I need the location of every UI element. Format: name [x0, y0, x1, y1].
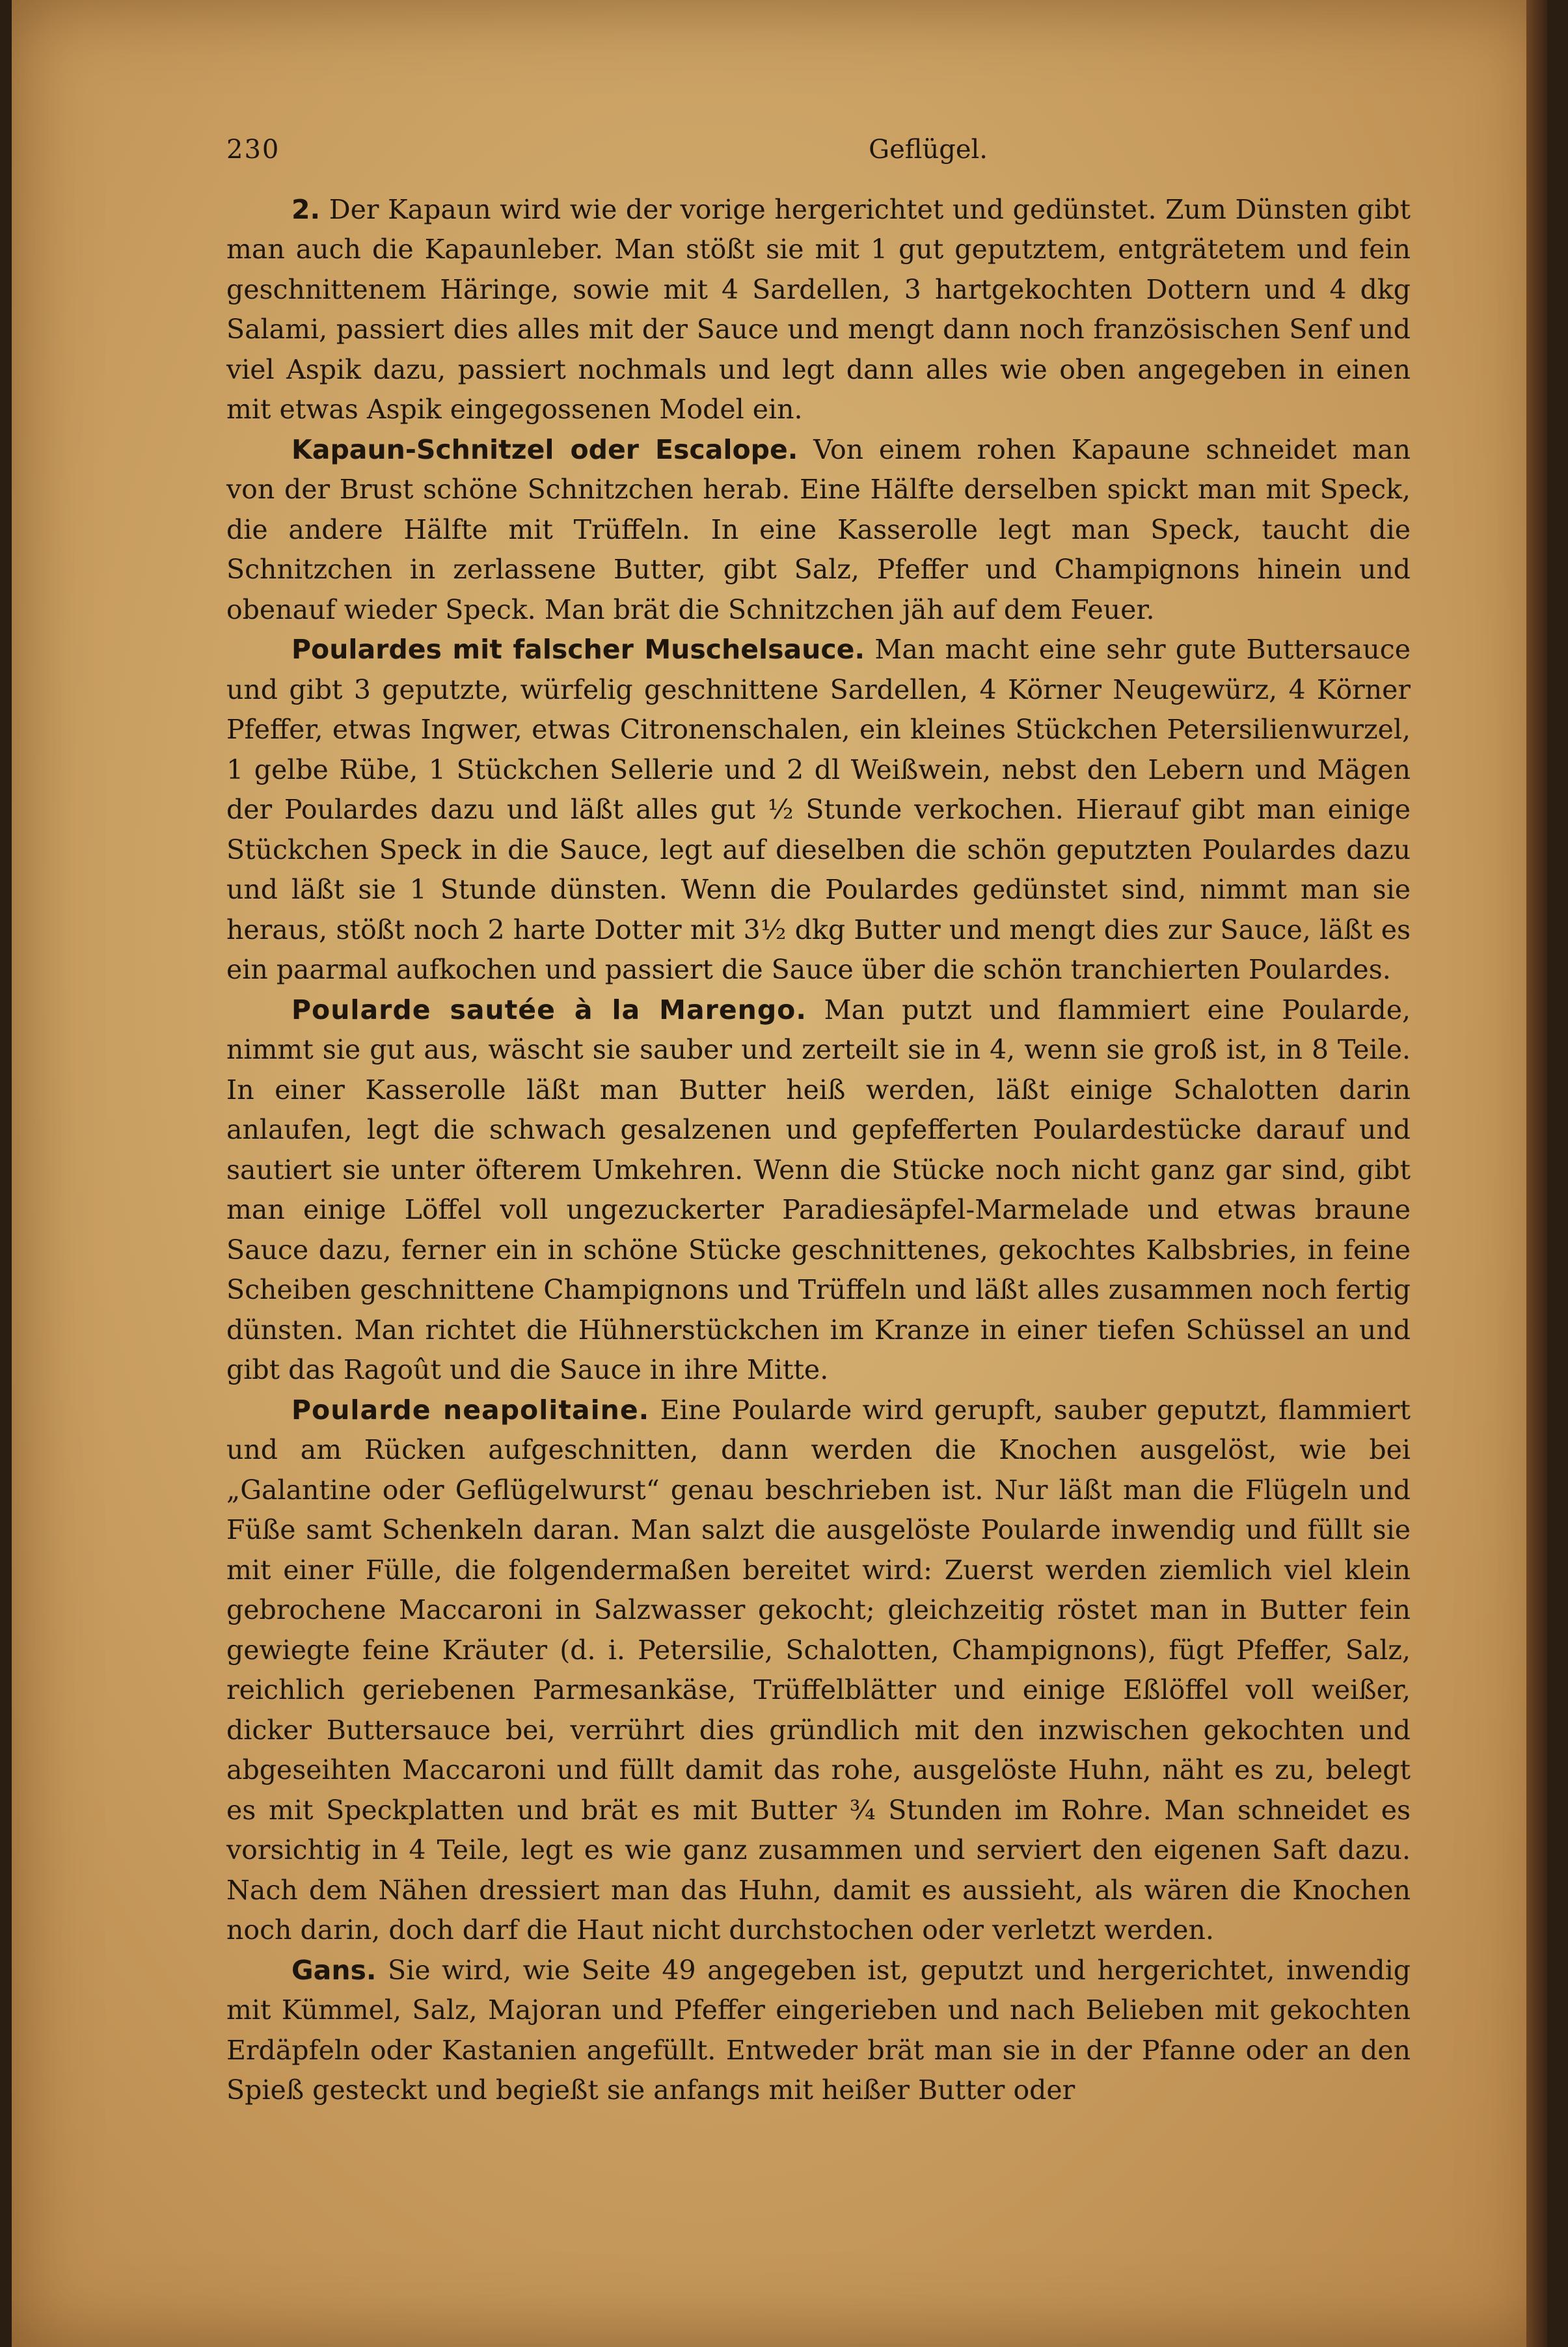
page-header: [226, 130, 988, 170]
paragraph-poulardes-muschelsauce: [226, 630, 1411, 990]
paragraph-body: Man macht eine sehr gute Buttersauce und gibt 3 geputzte, würfelig geschnittene Sardellen, 4 Körner Neugewürz, 4 Körner Pfeffer, etwas Ingwer, etwas Citronenschalen, ein kleines Stückchen Petersilienwurzel, 1 gelbe Rübe, 1 Stückchen Sellerie und 2 dl Weißwein, nebst den Lebern und Mägen der Poulardes dazu und läßt alles gut ½ Stunde verkochen. Hierauf gibt man einige Stückchen Speck in die Sauce, legt auf dieselben die schön geputzten Poulardes dazu und läßt sie 1 Stunde dünsten. Wenn die Poulardes gedünstet sind, nimmt man sie heraus, stößt noch 2 harte Dotter mit 3½ dkg Butter und mengt dies zur Sauce, läßt es ein paarmal aufkochen und passiert die Sauce über die schön tranchierten Poulardes.: [226, 634, 1411, 985]
paragraph-heading: Poulardes mit falscher Muschelsauce.: [291, 634, 865, 665]
book-page: [12, 0, 1547, 2347]
page-text-block: [226, 130, 1411, 2111]
book-spine-edge: [1526, 0, 1547, 2347]
paragraph-body: Man putzt und flammiert eine Poularde, nimmt sie gut aus, wäscht sie sauber und zerteilt sie in 4, wenn sie groß ist, in 8 Teile. In einer Kasserolle läßt man Butter heiß werden, läßt einige Schalotten darin anlaufen, legt die schwach gesalzenen und gepfefferten Poulardestücke darauf und sautiert sie unter öfterem Umkehren. Wenn die Stücke noch nicht ganz gar sind, gibt man einige Löffel voll ungezuckerter Paradiesäpfel-Marmelade und etwas braune Sauce dazu, ferner ein in schöne Stücke geschnittenes, gekochtes Kalbsbries, in feine Scheiben geschnittene Champignons und Trüffeln und läßt alles zusammen noch fertig dünsten. Man richtet die Hühnerstückchen im Kranze in einer tiefen Schüssel an und gibt das Ragoût und die Sauce in ihre Mitte.: [226, 994, 1411, 1385]
paragraph-poularde-neapolitaine: [226, 1391, 1411, 1951]
paragraph-heading: Poularde sautée à la Marengo.: [291, 994, 807, 1025]
paragraph-kapaun-2: [226, 190, 1411, 430]
paragraph-poularde-marengo: [226, 990, 1411, 1391]
paragraph-heading: Poularde neapolitaine.: [291, 1394, 650, 1426]
paragraph-heading: 2.: [291, 193, 321, 225]
paragraph-gans: [226, 1951, 1411, 2111]
paragraph-kapaun-schnitzel: [226, 430, 1411, 631]
paragraph-body: Sie wird, wie Seite 49 angegeben ist, geputzt und hergerichtet, inwendig mit Kümmel, Salz, Majoran und Pfeffer eingerieben und nach Belieben mit gekochten Erdäpfeln oder Kastanien angefüllt. Entweder brät man sie in der Pfanne oder an den Spieß gesteckt und begießt sie anfangs mit heißer Butter oder: [226, 1954, 1411, 2106]
paragraph-heading: Kapaun-Schnitzel oder Escalope.: [291, 433, 798, 465]
paragraph-body: Von einem rohen Kapaune schneidet man von der Brust schöne Schnitzchen herab. Eine Hälfte derselben spickt man mit Speck, die andere Hälfte mit Trüffeln. In eine Kasserolle legt man Speck, taucht die Schnitzchen in zerlassene Butter, gibt Salz, Pfeffer und Champignons hinein und obenauf wieder Speck. Man brät die Schnitzchen jäh auf dem Feuer.: [226, 433, 1411, 625]
page-number: 230: [226, 135, 280, 165]
paragraph-body: Der Kapaun wird wie der vorige hergerichtet und gedünstet. Zum Dünsten gibt man auch die Kapaunleber. Man stößt sie mit 1 gut geputztem, entgrätetem und fein geschnittenem Häringe, sowie mit 4 Sardellen, 3 hartgekochten Dottern und 4 dkg Salami, passiert dies alles mit der Sauce und mengt dann noch französischen Senf und viel Aspik dazu, passiert nochmals und legt dann alles wie oben angegeben in einen mit etwas Aspik eingegossenen Model ein.: [226, 193, 1411, 425]
paragraph-body: Eine Poularde wird gerupft, sauber geputzt, flammiert und am Rücken aufgeschnitten, dann werden die Knochen ausgelöst, wie bei „Galantine oder Geflügelwurst“ genau beschrieben ist. Nur läßt man die Flügeln und Füße samt Schenkeln daran. Man salzt die ausgelöste Poularde inwendig und füllt sie mit einer Fülle, die folgendermaßen bereitet wird: Zuerst werden ziemlich viel klein gebrochene Maccaroni in Salzwasser gekocht; gleichzeitig röstet man in Butter fein gewiegte feine Kräuter (d. i. Petersilie, Schalotten, Champignons), fügt Pfeffer, Salz, reichlich geriebenen Parmesankäse, Trüffelblätter und einige Eßlöffel voll weißer, dicker Buttersauce bei, verrührt dies gründlich mit den inzwischen gekochten und abgeseihten Maccaroni und füllt damit das rohe, ausgelöste Huhn, näht es zu, belegt es mit Speckplatten und brät es mit Butter ¾ Stunden im Rohre. Man schneidet es vorsichtig in 4 Teile, legt es wie ganz zusammen und serviert den eigenen Saft dazu. Nach dem Nähen dressiert man das Huhn, damit es aussieht, als wären die Knochen noch darin, doch darf die Haut nicht durchstochen oder verletzt werden.: [226, 1394, 1411, 1946]
running-head: Geflügel.: [869, 135, 988, 165]
paragraph-heading: Gans.: [291, 1954, 377, 1986]
